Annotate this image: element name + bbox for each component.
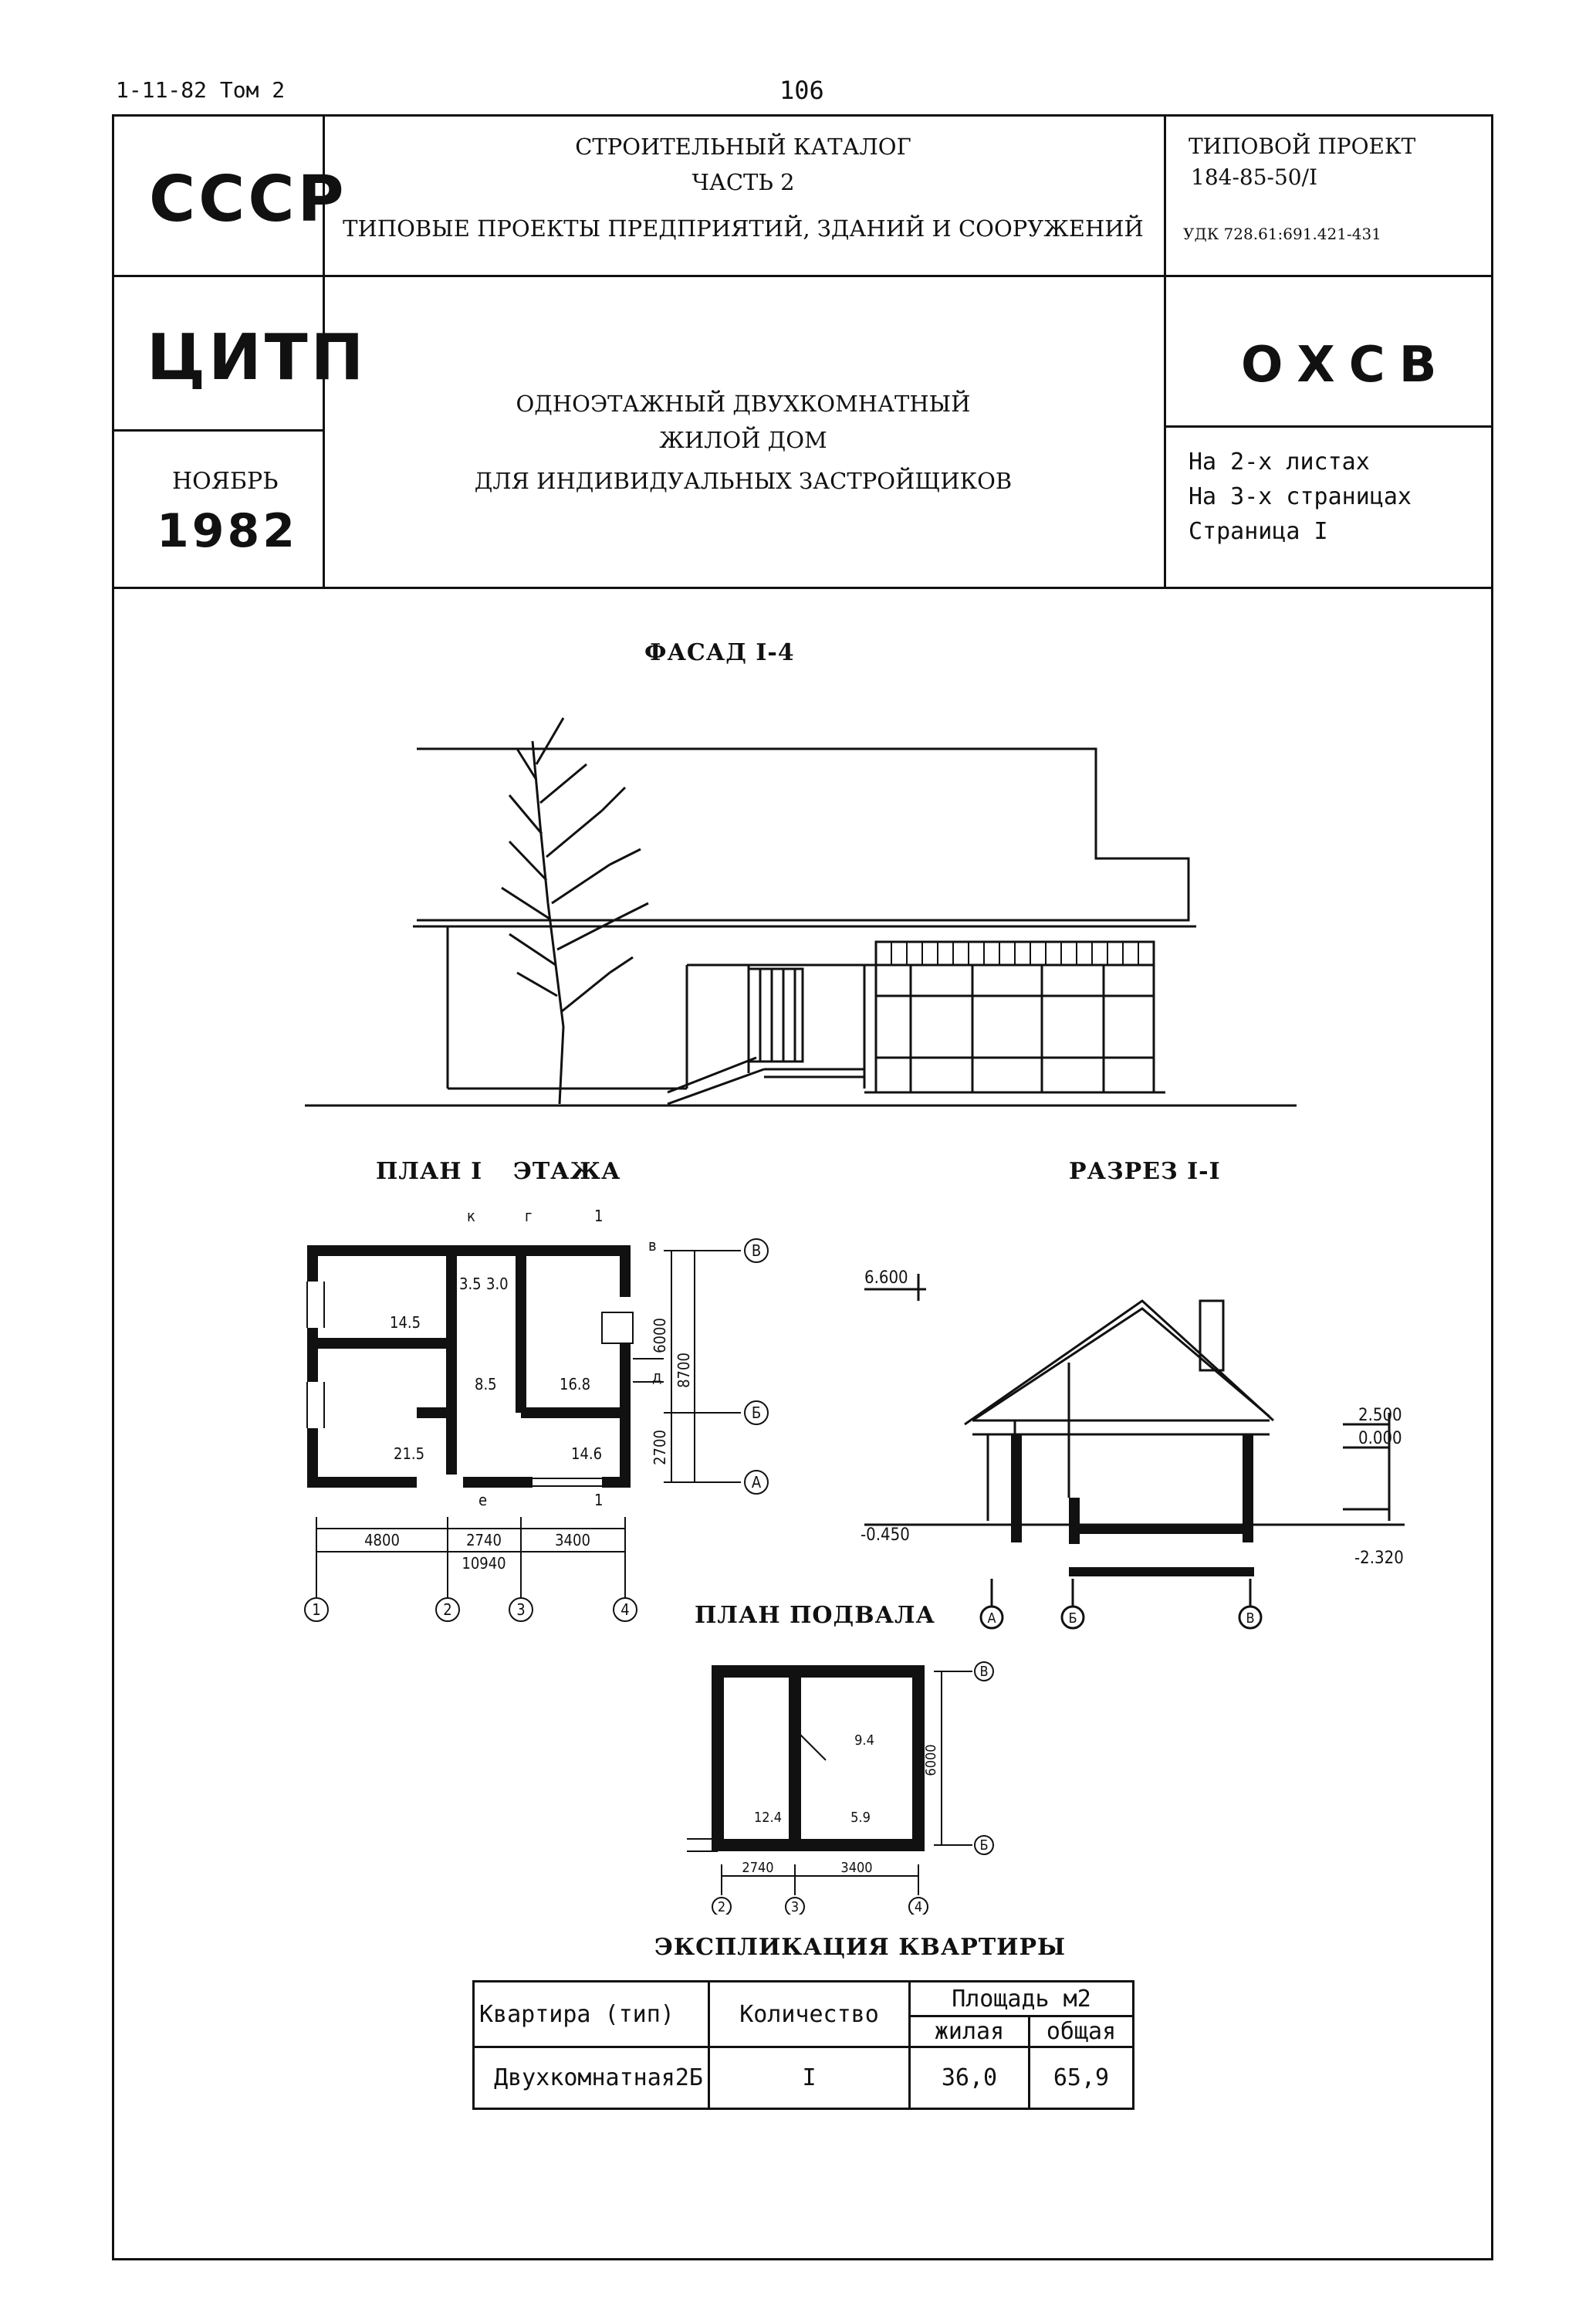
plan-marker: к: [467, 1207, 475, 1225]
section-title: РАЗРЕЗ I-I: [1069, 1158, 1221, 1185]
basement-plan-drawing: [679, 1652, 1003, 1915]
frame-border: [1491, 589, 1493, 2260]
dimension-label: 8700: [675, 1353, 693, 1388]
room-area: 8.5: [475, 1375, 497, 1393]
level-mark: -0.450: [861, 1525, 910, 1545]
cell-living: 36,0: [910, 2047, 1030, 2109]
basement-title: ПЛАН ПОДВАЛА: [695, 1602, 935, 1629]
dimension-label: 6000: [923, 1744, 939, 1776]
axis-label: В: [751, 1241, 762, 1260]
org-label: ЦИТП: [147, 321, 367, 394]
room-area: 3.5: [459, 1275, 482, 1293]
frame-border: [112, 589, 114, 2260]
axis-label: 2: [443, 1600, 452, 1619]
dimension-label: 3400: [555, 1531, 590, 1549]
release-year: 1982: [157, 504, 298, 558]
room-area: 14.5: [390, 1313, 421, 1332]
plan-title: ПЛАН I: [376, 1158, 483, 1185]
divider: [1164, 117, 1166, 589]
room-area: 21.5: [394, 1444, 425, 1463]
room-area: 12.4: [753, 1810, 783, 1826]
explication-table: [472, 1980, 1134, 2110]
plan-marker: е: [478, 1491, 488, 1509]
room-area: 16.8: [560, 1375, 591, 1393]
udk-code: УДК 728.61:691.421-431: [1183, 225, 1381, 243]
dimension-label: 6000: [651, 1318, 669, 1353]
project-title-line-3: ДЛЯ ИНДИВИДУАЛЬНЫХ ЗАСТРОЙЩИКОВ: [474, 468, 1013, 494]
axis-label: 2: [717, 1899, 726, 1915]
header-total: общая: [1030, 2016, 1134, 2047]
catalog-line-3: ТИПОВЫЕ ПРОЕКТЫ ПРЕДПРИЯТИЙ, ЗДАНИЙ И СООРУЖЕНИЙ: [343, 215, 1144, 242]
cell-type: Двухкомнатная2Б: [474, 2047, 709, 2109]
dimension-total: 10940: [462, 1554, 506, 1573]
divider: [114, 275, 1493, 277]
page-number: 106: [779, 76, 824, 105]
axis-label: А: [751, 1473, 762, 1492]
country-label: СССР: [149, 163, 347, 236]
cell-count: I: [709, 2047, 910, 2109]
axis-label: 4: [620, 1600, 630, 1619]
header-count: Количество: [709, 1982, 910, 2047]
divider: [1164, 425, 1493, 428]
level-mark: 0.000: [1358, 1429, 1402, 1448]
sheets-count: На 2-х листах: [1189, 449, 1370, 476]
table-row: [474, 2047, 1134, 2109]
title-block: [112, 114, 1493, 589]
axis-label: 3: [790, 1899, 800, 1915]
room-area: 9.4: [854, 1732, 874, 1749]
classification-code: ОХСВ: [1241, 337, 1451, 394]
plan-marker: в: [648, 1236, 657, 1254]
plan-title-floor: ЭТАЖА: [513, 1158, 621, 1185]
level-mark: 2.500: [1358, 1406, 1402, 1425]
current-page: Страница I: [1189, 518, 1328, 545]
axis-label: 3: [516, 1600, 526, 1619]
floor-plan-drawing: [301, 1204, 810, 1637]
project-label: ТИПОВОЙ ПРОЕКТ: [1189, 134, 1416, 159]
release-month: НОЯБРЬ: [172, 468, 279, 495]
room-area: 5.9: [850, 1810, 871, 1826]
axis-label: Б: [979, 1837, 989, 1854]
axis-label: А: [987, 1610, 996, 1627]
explication-title: ЭКСПЛИКАЦИЯ КВАРТИРЫ: [654, 1934, 1067, 1961]
series-label: 1-11-82 Том 2: [116, 77, 286, 103]
project-number: 184-85-50/I: [1191, 164, 1318, 190]
facade-title: ФАСАД I-4: [644, 639, 795, 666]
room-area: 3.0: [486, 1275, 509, 1293]
level-mark: 6.600: [864, 1268, 908, 1288]
section-drawing: [849, 1235, 1435, 1637]
axis-label: Б: [751, 1403, 762, 1422]
frame-border: [112, 2258, 1493, 2260]
plan-marker: г: [525, 1207, 533, 1225]
tree-illustration: [502, 718, 648, 1104]
axis-label: В: [1246, 1610, 1255, 1627]
dimension-label: 2700: [651, 1430, 669, 1465]
header-area: Площадь м2: [910, 1982, 1134, 2016]
section-cut-marker: 1: [594, 1491, 604, 1509]
facade-drawing: [301, 687, 1304, 1119]
axis-label: 1: [312, 1600, 321, 1619]
dimension-label: 4800: [364, 1531, 400, 1549]
dimension-label: 2740: [466, 1531, 502, 1549]
header-type: Квартира (тип): [474, 1982, 709, 2047]
dimension-label: 3400: [840, 1860, 873, 1876]
dimension-label: 2740: [742, 1860, 774, 1876]
cell-total: 65,9: [1030, 2047, 1134, 2109]
plan-marker: д: [652, 1367, 662, 1386]
header-living: жилая: [910, 2016, 1030, 2047]
divider: [114, 429, 323, 432]
level-mark: -2.320: [1354, 1549, 1404, 1568]
pages-count: На 3-х страницах: [1189, 483, 1412, 510]
project-title-line-1: ОДНОЭТАЖНЫЙ ДВУХКОМНАТНЫЙ: [516, 391, 971, 417]
catalog-line-1: СТРОИТЕЛЬНЫЙ КАТАЛОГ: [575, 134, 911, 160]
axis-label: 4: [914, 1899, 923, 1915]
project-title-line-2: ЖИЛОЙ ДОМ: [659, 427, 827, 453]
room-area: 14.6: [571, 1444, 603, 1463]
catalog-line-2: ЧАСТЬ 2: [691, 169, 795, 195]
section-cut-marker: 1: [594, 1207, 604, 1225]
axis-label: В: [979, 1664, 989, 1680]
axis-label: Б: [1068, 1610, 1077, 1627]
